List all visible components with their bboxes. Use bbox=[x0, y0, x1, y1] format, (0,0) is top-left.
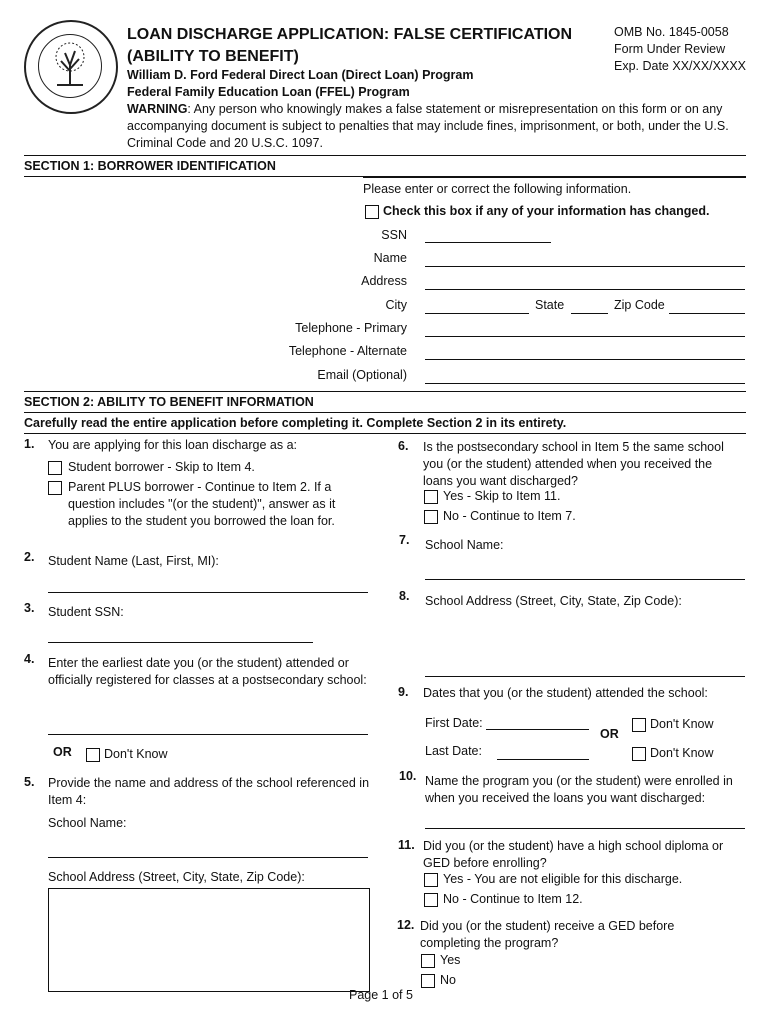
section2-top-rule bbox=[24, 391, 746, 392]
telephone-alternate-field[interactable] bbox=[425, 359, 745, 360]
item6-yes-checkbox[interactable] bbox=[424, 490, 438, 504]
telephone-alternate-label: Telephone - Alternate bbox=[288, 344, 407, 358]
seal-tree-emblem bbox=[38, 34, 102, 98]
last-date-label: Last Date: bbox=[425, 744, 482, 758]
zip-field[interactable] bbox=[669, 313, 745, 314]
school-address-field[interactable] bbox=[425, 676, 745, 677]
last-date-dont-know-checkbox[interactable] bbox=[632, 747, 646, 761]
info-changed-label: Check this box if any of your information has changed. bbox=[383, 204, 710, 218]
expiration-date: Exp. Date XX/XX/XXXX bbox=[614, 59, 747, 73]
item6-number: 6. bbox=[398, 439, 409, 453]
item10-question: Name the program you (or the student) were enrolled in when you received the loans you want discharged: bbox=[425, 774, 733, 805]
item4-dont-know-label: Don't Know bbox=[104, 747, 168, 761]
telephone-primary-field[interactable] bbox=[425, 336, 745, 337]
form-title bbox=[127, 24, 572, 68]
program-direct-loan: William D. Ford Federal Direct Loan (Direct Loan) Program bbox=[127, 68, 474, 82]
state-label: State bbox=[535, 298, 565, 312]
item9-number: 9. bbox=[398, 685, 409, 699]
item6-no-checkbox[interactable] bbox=[424, 510, 438, 524]
section1-instruction: Please enter or correct the following information. bbox=[363, 182, 632, 196]
warning-label: WARNING bbox=[127, 102, 188, 116]
item9-or: OR bbox=[600, 727, 619, 741]
student-borrower-label: Student borrower - Skip to Item 4. bbox=[68, 460, 255, 474]
item5-school-address-label: School Address (Street, City, State, Zip Code): bbox=[48, 870, 305, 884]
item2-question: Student Name (Last, First, MI): bbox=[48, 554, 219, 568]
name-label: Name bbox=[373, 251, 407, 265]
item6-no-label: No - Continue to Item 7. bbox=[443, 509, 576, 523]
earliest-date-field[interactable] bbox=[48, 734, 368, 735]
item11-question: Did you (or the student) have a high school diploma or GED before enrolling? bbox=[423, 839, 724, 870]
ssn-field[interactable] bbox=[425, 242, 551, 243]
ssn-label: SSN bbox=[381, 228, 407, 242]
zip-label: Zip Code bbox=[614, 298, 665, 312]
item12-no-label: No bbox=[440, 973, 456, 987]
item3-question: Student SSN: bbox=[48, 605, 124, 619]
section1-title: SECTION 1: BORROWER IDENTIFICATION bbox=[24, 159, 276, 173]
program-names bbox=[127, 67, 473, 101]
item12-no-checkbox[interactable] bbox=[421, 974, 435, 988]
item1-question: You are applying for this loan discharge as a: bbox=[48, 438, 298, 452]
item5-school-name-label: School Name: bbox=[48, 816, 127, 830]
form-title-line1: LOAN DISCHARGE APPLICATION: FALSE CERTIFICATION bbox=[127, 26, 573, 43]
section2-instruction: Carefully read the entire application before completing it. Complete Section 2 in its entirety. bbox=[24, 416, 567, 430]
item11-yes-checkbox[interactable] bbox=[424, 873, 438, 887]
omb-info bbox=[614, 24, 746, 75]
item11-number: 11. bbox=[398, 838, 415, 852]
telephone-primary-label: Telephone - Primary bbox=[295, 321, 407, 335]
item2-number: 2. bbox=[24, 550, 35, 564]
first-date-label: First Date: bbox=[425, 716, 483, 730]
omb-number: OMB No. 1845-0058 bbox=[614, 25, 729, 39]
item11-no-label: No - Continue to Item 12. bbox=[443, 892, 583, 906]
item5-school-address-box[interactable] bbox=[48, 888, 370, 992]
section2-title: SECTION 2: ABILITY TO BENEFIT INFORMATION bbox=[24, 395, 314, 409]
section1-top-rule bbox=[24, 155, 746, 156]
name-field[interactable] bbox=[425, 266, 745, 267]
item5-question: Provide the name and address of the school referenced in Item 4: bbox=[48, 776, 370, 807]
item4-number: 4. bbox=[24, 652, 35, 666]
student-borrower-checkbox[interactable] bbox=[48, 461, 62, 475]
email-field[interactable] bbox=[425, 383, 745, 384]
item6-question: Is the postsecondary school in Item 5 the same school you (or the student) attended when you received the loans you want discharged? bbox=[423, 440, 724, 488]
item5-school-name-field[interactable] bbox=[48, 857, 368, 858]
student-name-field[interactable] bbox=[48, 592, 368, 593]
last-date-dont-know-label: Don't Know bbox=[650, 746, 714, 760]
address-label: Address bbox=[361, 274, 407, 288]
item12-yes-checkbox[interactable] bbox=[421, 954, 435, 968]
form-review-status: Form Under Review bbox=[614, 42, 726, 56]
item12-question: Did you (or the student) receive a GED before completing the program? bbox=[420, 919, 675, 950]
city-field[interactable] bbox=[425, 313, 529, 314]
email-label: Email (Optional) bbox=[317, 368, 407, 382]
info-changed-checkbox[interactable] bbox=[365, 205, 379, 219]
item12-number: 12. bbox=[397, 918, 415, 932]
item8-number: 8. bbox=[399, 589, 410, 603]
item4-or: OR bbox=[53, 745, 72, 759]
item7-number: 7. bbox=[399, 533, 410, 547]
item6-yes-label: Yes - Skip to Item 11. bbox=[443, 489, 561, 503]
first-date-field[interactable] bbox=[486, 729, 589, 730]
parent-plus-label: Parent PLUS borrower - Continue to Item 2. If a question includes "(or the student)", answer as it applies to the student you borrowed the loan for. bbox=[68, 480, 336, 528]
address-field[interactable] bbox=[425, 289, 745, 290]
last-date-field[interactable] bbox=[497, 759, 589, 760]
program-ffel: Federal Family Education Loan (FFEL) Program bbox=[127, 85, 410, 99]
item8-question: School Address (Street, City, State, Zip Code): bbox=[425, 594, 682, 608]
parent-plus-checkbox[interactable] bbox=[48, 481, 62, 495]
item5-number: 5. bbox=[24, 775, 35, 789]
city-label: City bbox=[385, 298, 407, 312]
section1-info-rule bbox=[363, 176, 746, 178]
item11-no-checkbox[interactable] bbox=[424, 893, 438, 907]
student-ssn-field[interactable] bbox=[48, 642, 313, 643]
form-title-line2: (ABILITY TO BENEFIT) bbox=[127, 48, 299, 65]
first-date-dont-know-checkbox[interactable] bbox=[632, 718, 646, 732]
section2-title-rule bbox=[24, 412, 746, 413]
item3-number: 3. bbox=[24, 601, 35, 615]
department-seal bbox=[24, 20, 118, 114]
warning-text: : Any person who knowingly makes a false statement or misrepresentation on this form or on any accompanying document is subject to penalties that may include fines, imprisonment, or both, under the U.S. Criminal Code and 20 U.S.C. 1097. bbox=[127, 102, 729, 150]
item12-yes-label: Yes bbox=[440, 953, 461, 967]
item4-dont-know-checkbox[interactable] bbox=[86, 748, 100, 762]
page-number: Page 1 of 5 bbox=[349, 988, 413, 1002]
program-name-field[interactable] bbox=[425, 828, 745, 829]
item1-number: 1. bbox=[24, 437, 35, 451]
item7-question: School Name: bbox=[425, 538, 504, 552]
item4-question: Enter the earliest date you (or the student) attended or officially registered for classes at a postsecondary school: bbox=[48, 656, 367, 687]
warning-notice bbox=[127, 101, 747, 152]
item9-question: Dates that you (or the student) attended the school: bbox=[423, 686, 708, 700]
item11-yes-label: Yes - You are not eligible for this discharge. bbox=[443, 872, 683, 886]
section2-instruction-rule bbox=[24, 433, 746, 434]
state-field[interactable] bbox=[571, 313, 608, 314]
first-date-dont-know-label: Don't Know bbox=[650, 717, 714, 731]
school-name-field[interactable] bbox=[425, 579, 745, 580]
item10-number: 10. bbox=[399, 769, 417, 783]
